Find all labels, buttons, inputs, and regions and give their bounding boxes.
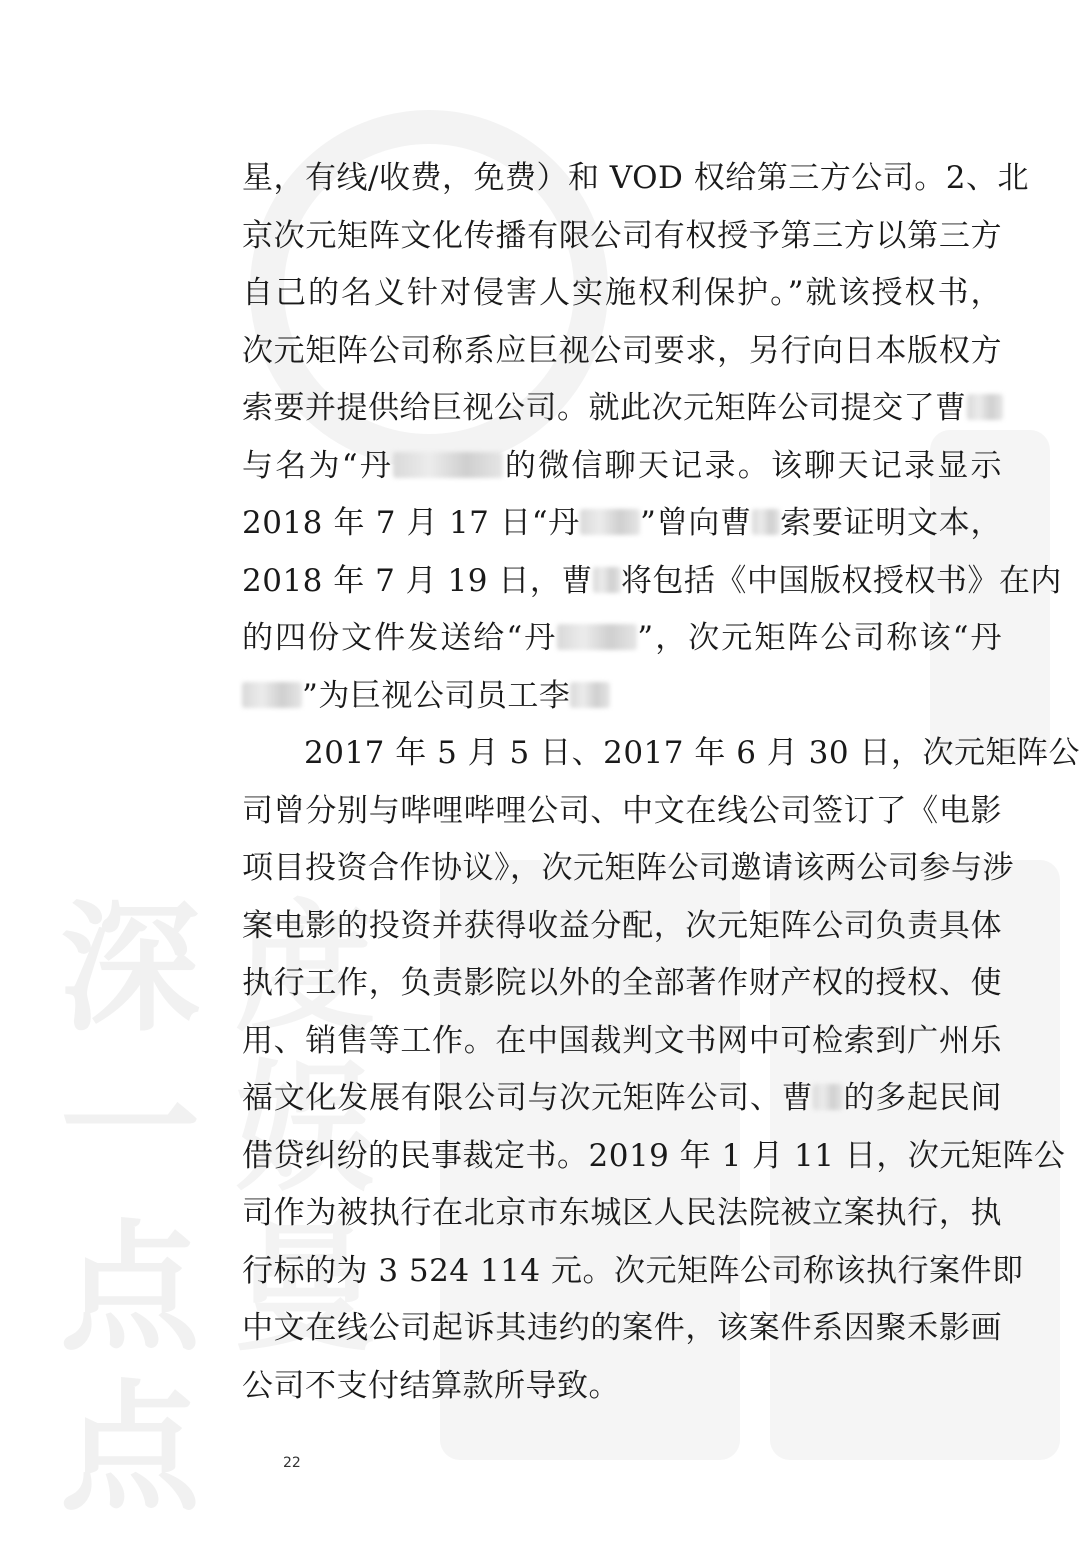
paragraph-line [242,668,1002,726]
text-segment: 与名为“丹 [242,447,394,484]
text-segment: ”，次元矩阵公司称该“丹 [637,620,1002,656]
paragraph-line [242,898,1002,956]
paragraph-line [242,955,1002,1013]
text-segment: 司曾分别与哔哩哔哩公司、中文在线公司签订了《电影 [242,792,1002,829]
text-segment: 中文在线公司起诉其违约的案件，该案件系因聚禾影画 [242,1310,1002,1346]
paragraph-line [242,1300,1002,1358]
text-segment: 项目投资合作协议》，次元矩阵公司邀请该两公司参与涉 [242,850,1014,886]
redacted-name [570,682,610,708]
text-segment: 的四份文件发送给“丹 [242,620,558,656]
text-segment: 福文化发展有限公司与次元矩阵公司、曹 [242,1080,814,1116]
paragraph-line [242,265,1002,323]
paragraph-line [242,323,1002,381]
redacted-name [593,567,621,593]
text-segment: 案电影的投资并获得收益分配，次元矩阵公司负责具体 [242,907,1002,944]
text-segment: 2018 年 7 月 19 日，曹 [242,562,593,599]
text-segment: ”曾向曹 [640,505,752,541]
redacted-name [580,509,640,535]
text-segment: 用、销售等工作。在中国裁判文书网中可检索到广州乐 [242,1022,1002,1059]
paragraph-line [242,150,1029,208]
text-segment: 将包括《中国版权授权书》在内 [620,562,1062,599]
paragraph-line [242,610,1002,668]
paragraph-line [242,380,1002,438]
redacted-name [813,1084,843,1110]
paragraph-line [242,725,1080,783]
paragraph-line [242,553,1062,611]
text-segment: 的微信聊天记录。该聊天记录显示 [503,447,1002,484]
watermark-text: 深一点点 [59,888,200,1531]
redacted-name [242,682,302,708]
redacted-name [393,452,503,478]
redacted-name [557,624,637,650]
text-segment: ”为巨视公司员工李 [302,677,571,714]
text-segment: 执行工作，负责影院以外的全部著作财产权的授权、使 [242,965,1002,1001]
text-segment: 司作为被执行在北京市东城区人民法院被立案执行，执 [242,1195,1002,1231]
text-segment: 行标的为 3 524 114 元。次元矩阵公司称该执行案件即 [242,1252,1024,1289]
text-segment: 京次元矩阵文化传播有限公司有权授予第三方以第三方 [242,217,1002,254]
text-segment: 次元矩阵公司称系应巨视公司要求，另行向日本版权方 [242,332,1002,369]
paragraph-line [242,1128,1066,1186]
paragraph-line [242,1243,1024,1301]
text-segment: 自己的名义针对侵害人实施权利保护。”就该授权书， [242,275,1002,311]
paragraph-line [242,1013,1002,1071]
paragraph-line [242,1070,1002,1128]
text-segment: 星，有线/收费，免费）和 VOD 权给第三方公司。2、北 [242,160,1029,196]
paragraph-line [242,840,1014,898]
paragraph-line [242,495,1002,553]
paragraph-line [242,1185,1002,1243]
redacted-name [752,509,780,535]
document-body [242,150,1080,1415]
text-segment: 公司不支付结算款所导致。 [242,1367,620,1404]
text-segment: 索要证明文本， [779,505,1002,541]
paragraph-line [242,783,1002,841]
text-segment: 借贷纠纷的民事裁定书。2019 年 1 月 11 日，次元矩阵公 [242,1137,1066,1174]
watermark-text-secondary: 度娱曼 [234,888,375,1371]
text-segment: 索要并提供给巨视公司。就此次元矩阵公司提交了曹 [242,390,967,426]
text-segment: 2018 年 7 月 17 日“丹 [242,505,581,541]
text-segment: 的多起民间 [843,1080,1003,1116]
redacted-name [967,394,1003,420]
paragraph-line [242,1358,1002,1416]
paragraph-line [242,208,1002,266]
text-segment: 2017 年 5 月 5 日、2017 年 6 月 30 日，次元矩阵公 [304,735,1080,771]
paragraph-line [242,438,1002,496]
page-number: 22 [283,1455,301,1471]
